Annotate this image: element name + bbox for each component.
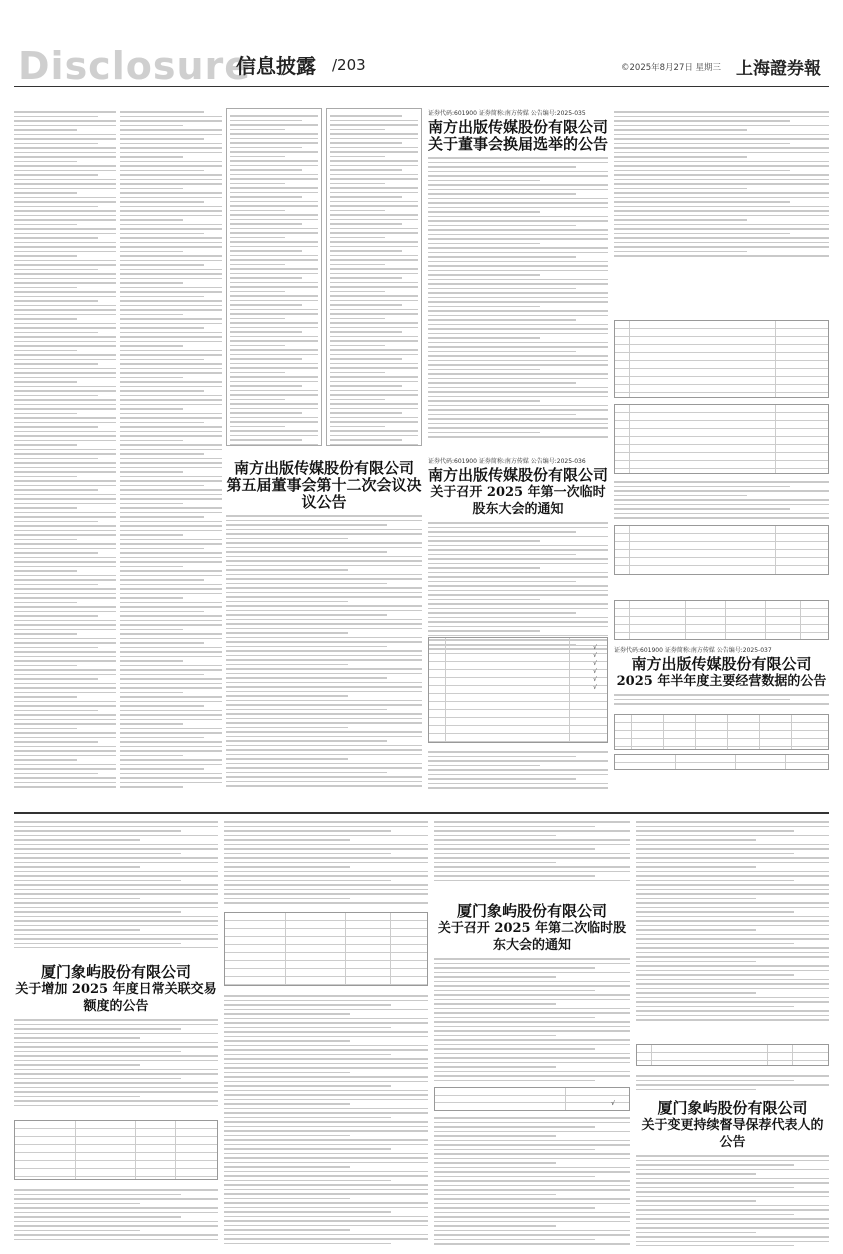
proxy-form-table [636,1044,829,1066]
company-name: 厦门象屿股份有限公司 [657,1099,808,1117]
xiamen-text-column-2-bottom [224,992,428,1246]
newspaper-name: 上海證券報 [736,59,821,79]
announcement-title: 第五届董事会第十二次会议决议公告 [226,476,422,511]
announcement-codes: 证券代码:601900 证券简称:南方传媒 公告编号:2025-036 [428,458,586,465]
text-column-right-top [614,108,829,258]
text-column-3 [226,108,322,446]
announcement-xiamen-sponsor-change [636,1072,829,1246]
operating-data-table [614,714,829,750]
xiamen-text-column-1-bottom [14,1186,218,1246]
announcement-title: 关于召开 2025 年第二次临时股东大会的通知 [437,921,627,953]
related-transaction-table-2 [224,912,428,986]
announcement-board-resolution [226,456,422,788]
company-name: 南方出版传媒股份有限公司 [428,118,608,136]
candidate-table-1 [614,320,829,398]
dateline: ©2025年8月27日 星期三 [621,63,722,73]
masthead [14,40,829,87]
announcement-title: 关于召开 2025 年第一次临时股东大会的通知 [430,485,606,517]
announcement-xiamen-egm [434,818,630,1246]
text-column-right-mid [614,478,829,522]
company-name: 南方出版传媒股份有限公司 [428,466,608,484]
egm-notice-continued [428,748,608,790]
announcement-title: 关于增加 2025 年度日常关联交易额度的公告 [15,982,217,1014]
page-number: /203 [332,56,366,74]
announcement-board-election [428,108,608,438]
egm-proposal-table: √ √ √ √ √ √ [428,637,608,743]
company-name: 南方出版传媒股份有限公司 [631,655,812,673]
operating-data-table-2 [614,754,829,770]
company-name: 南方出版传媒股份有限公司 [233,459,414,477]
xiamen-egm-proposal-table: √ [434,1087,630,1111]
section-title: 信息披露 [236,54,316,78]
company-name: 厦门象屿股份有限公司 [40,963,191,981]
text-column-1 [14,108,116,788]
announcement-codes: 证券代码:601900 证券简称:南方传媒 公告编号:2025-037 [614,647,772,654]
text-column-4 [326,108,422,446]
company-name: 厦门象屿股份有限公司 [456,902,607,920]
announcement-title: 2025 年半年度主要经营数据的公告 [616,674,827,689]
section-divider [14,812,829,814]
text-column-2 [120,108,222,788]
announcement-title: 关于变更持续督导保荐代表人的公告 [641,1118,824,1150]
announcement-title: 关于董事会换届选举的公告 [428,135,608,153]
candidate-table-3 [614,525,829,575]
xiamen-text-column-1 [14,818,218,948]
candidate-table-4 [614,600,829,640]
xiamen-text-column-2 [224,818,428,908]
brand-wordmark: Disclosure [18,44,252,88]
candidate-table-2 [614,404,829,474]
xiamen-text-column-4 [636,818,829,1038]
related-transaction-table-1 [14,1120,218,1180]
announcement-codes: 证券代码:601900 证券简称:南方传媒 公告编号:2025-035 [428,110,586,117]
